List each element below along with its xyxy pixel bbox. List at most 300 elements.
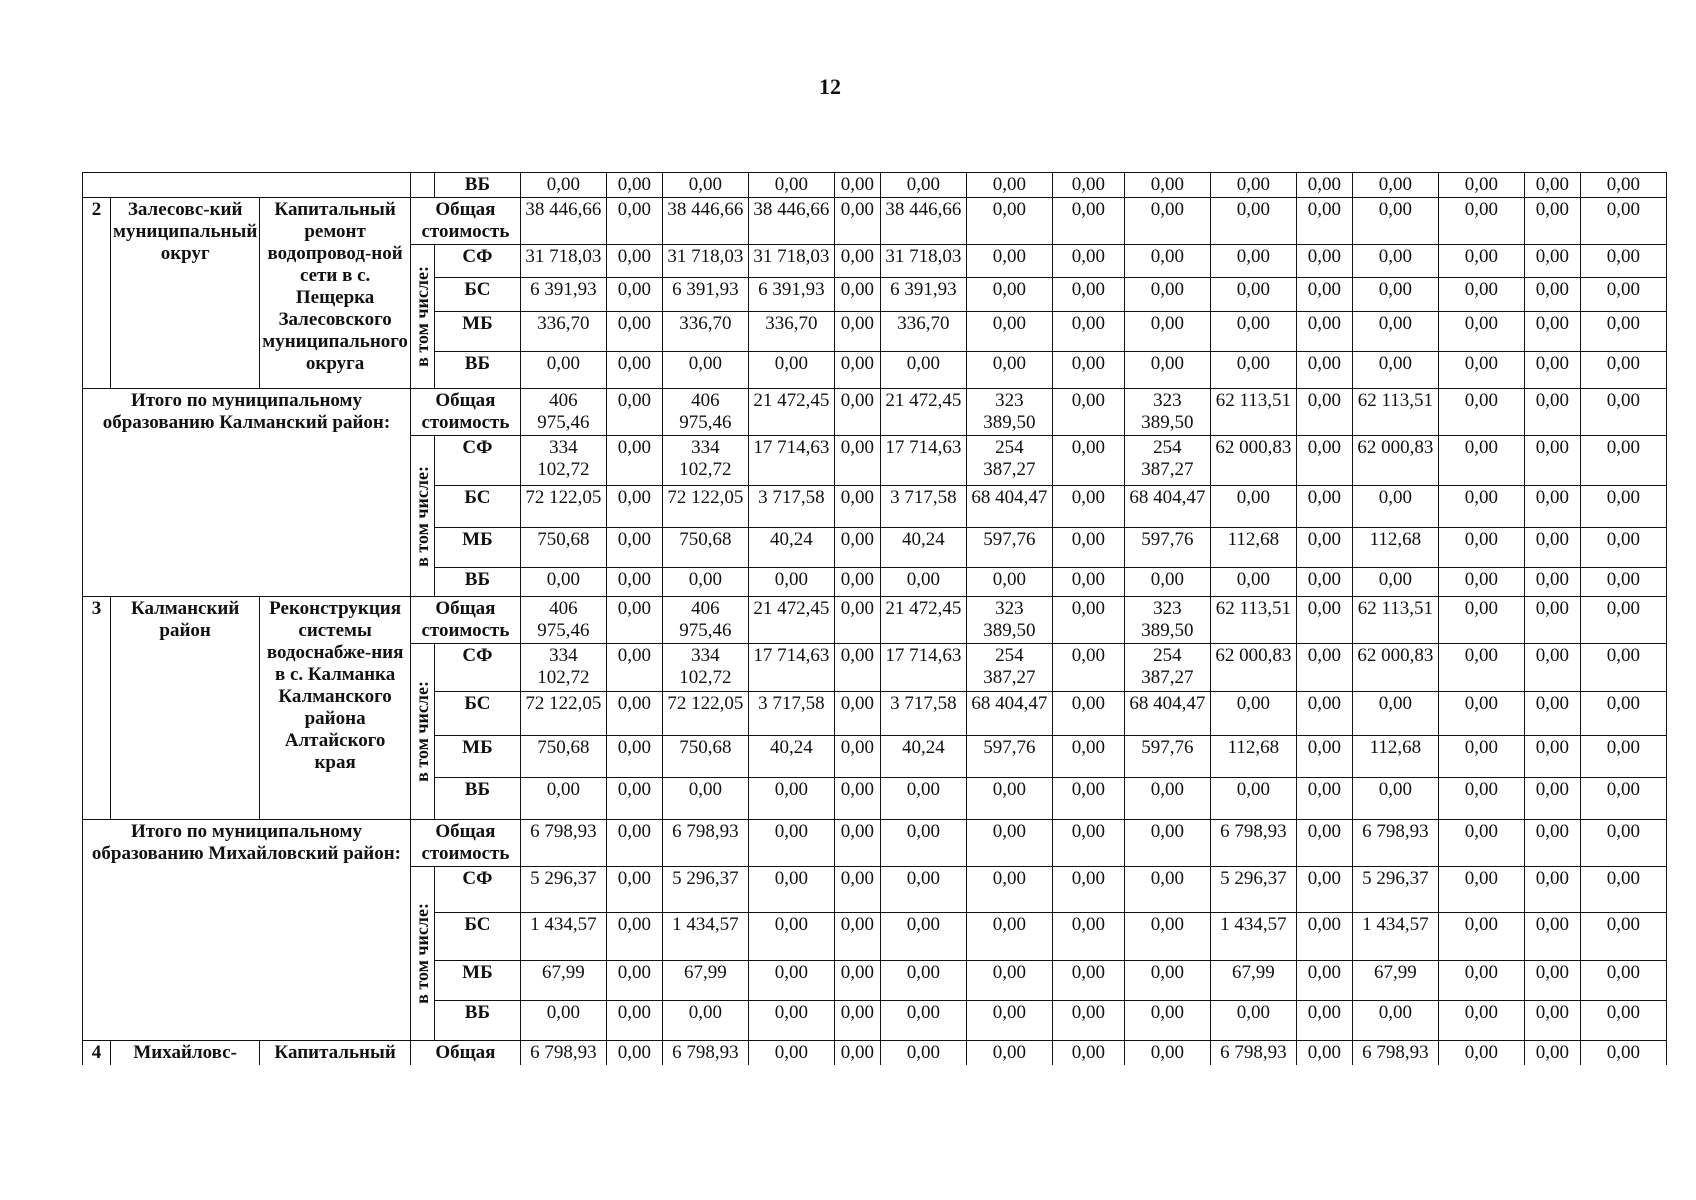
type-label: СФ: [434, 245, 520, 278]
value-cell: 0,00: [1352, 198, 1438, 245]
value-cell: 67,99: [662, 961, 748, 1001]
value-cell: 0,00: [1296, 820, 1352, 867]
value-cell: 0,00: [1352, 486, 1438, 528]
value-cell: 0,00: [1524, 173, 1580, 198]
value-cell: 0,00: [834, 312, 880, 352]
value-cell: 0,00: [1296, 961, 1352, 1001]
value-cell: 0,00: [606, 486, 662, 528]
type-label: БС: [434, 278, 520, 312]
value-cell: 0,00: [880, 867, 966, 913]
value-cell: 336,70: [662, 312, 748, 352]
value-cell: 0,00: [1438, 486, 1524, 528]
blank-cell: [83, 173, 411, 198]
municipality-name: Калманский район: [111, 597, 260, 820]
value-cell: 597,76: [966, 528, 1052, 568]
value-cell: 6 798,93: [662, 820, 748, 867]
value-cell: 0,00: [834, 1041, 880, 1066]
value-cell: 0,00: [1052, 644, 1124, 692]
type-label: ВБ: [434, 1001, 520, 1041]
table-row: [83, 1041, 1667, 1066]
value-cell: 0,00: [1052, 692, 1124, 736]
value-cell: 0,00: [1524, 1001, 1580, 1041]
value-cell: 72 122,05: [662, 486, 748, 528]
value-cell: 62 113,51: [1210, 389, 1296, 436]
value-cell: 0,00: [1296, 389, 1352, 436]
value-cell: 0,00: [1524, 198, 1580, 245]
value-cell: 0,00: [1052, 352, 1124, 389]
value-cell: 31 718,03: [520, 245, 606, 278]
value-cell: 254 387,27: [966, 436, 1052, 486]
value-cell: 0,00: [1524, 867, 1580, 913]
value-cell: 0,00: [1438, 961, 1524, 1001]
value-cell: 0,00: [1296, 913, 1352, 961]
value-cell: 0,00: [1580, 245, 1666, 278]
value-cell: 0,00: [1052, 778, 1124, 820]
table-row: [83, 173, 1667, 198]
value-cell: 0,00: [1124, 867, 1210, 913]
value-cell: 112,68: [1210, 736, 1296, 778]
value-cell: 0,00: [1524, 913, 1580, 961]
value-cell: 112,68: [1352, 736, 1438, 778]
value-cell: 0,00: [834, 644, 880, 692]
value-cell: 0,00: [520, 568, 606, 597]
value-cell: 0,00: [880, 913, 966, 961]
value-cell: 0,00: [1124, 352, 1210, 389]
page-number: 12: [819, 74, 841, 99]
value-cell: 0,00: [1438, 245, 1524, 278]
row-number: 4: [83, 1041, 111, 1066]
value-cell: 0,00: [1210, 278, 1296, 312]
value-cell: 0,00: [520, 352, 606, 389]
financing-table: [82, 172, 1667, 1065]
subtotal-label: Итого по муниципальному образованию Калманский район:: [83, 389, 411, 597]
value-cell: 6 798,93: [1352, 1041, 1438, 1066]
value-cell: 0,00: [606, 1041, 662, 1066]
value-cell: 0,00: [748, 961, 834, 1001]
value-cell: 0,00: [834, 913, 880, 961]
value-cell: 17 714,63: [748, 644, 834, 692]
value-cell: 38 446,66: [880, 198, 966, 245]
value-cell: 334 102,72: [520, 436, 606, 486]
value-cell: 0,00: [1524, 278, 1580, 312]
value-cell: 0,00: [1580, 528, 1666, 568]
value-cell: 0,00: [1052, 245, 1124, 278]
value-cell: 21 472,45: [748, 389, 834, 436]
value-cell: 1 434,57: [520, 913, 606, 961]
value-cell: 1 434,57: [1210, 913, 1296, 961]
value-cell: 0,00: [1296, 736, 1352, 778]
value-cell: 0,00: [1438, 692, 1524, 736]
value-cell: 0,00: [1296, 692, 1352, 736]
value-cell: 0,00: [1124, 198, 1210, 245]
value-cell: 406 975,46: [662, 389, 748, 436]
value-cell: 0,00: [834, 198, 880, 245]
type-label: МБ: [434, 528, 520, 568]
value-cell: 0,00: [1352, 778, 1438, 820]
value-cell: 6 798,93: [520, 820, 606, 867]
value-cell: 0,00: [1352, 1001, 1438, 1041]
value-cell: 0,00: [1580, 961, 1666, 1001]
value-cell: 0,00: [1438, 278, 1524, 312]
value-cell: 0,00: [966, 568, 1052, 597]
value-cell: 0,00: [1296, 1001, 1352, 1041]
in-tom-chisle-text: в том числе:: [412, 266, 433, 367]
value-cell: 0,00: [606, 568, 662, 597]
value-cell: 0,00: [1524, 961, 1580, 1001]
value-cell: 0,00: [1296, 278, 1352, 312]
value-cell: 597,76: [1124, 736, 1210, 778]
value-cell: 0,00: [1052, 913, 1124, 961]
value-cell: 0,00: [1052, 312, 1124, 352]
in-tom-chisle-label: [410, 644, 434, 820]
type-label: СФ: [434, 867, 520, 913]
value-cell: 0,00: [880, 961, 966, 1001]
value-cell: 0,00: [1524, 736, 1580, 778]
value-cell: 0,00: [606, 1001, 662, 1041]
value-cell: 6 391,93: [520, 278, 606, 312]
value-cell: 0,00: [880, 820, 966, 867]
value-cell: 0,00: [1124, 312, 1210, 352]
value-cell: 1 434,57: [662, 913, 748, 961]
value-cell: 0,00: [1210, 312, 1296, 352]
value-cell: 0,00: [1296, 778, 1352, 820]
value-cell: 0,00: [1524, 778, 1580, 820]
value-cell: 0,00: [1524, 312, 1580, 352]
value-cell: 0,00: [1296, 198, 1352, 245]
value-cell: 0,00: [834, 436, 880, 486]
value-cell: 0,00: [1438, 913, 1524, 961]
value-cell: 5 296,37: [1352, 867, 1438, 913]
value-cell: 31 718,03: [662, 245, 748, 278]
type-label: МБ: [434, 736, 520, 778]
type-label: БС: [434, 692, 520, 736]
type-label: МБ: [434, 312, 520, 352]
value-cell: 0,00: [966, 1001, 1052, 1041]
value-cell: 0,00: [1524, 245, 1580, 278]
value-cell: 0,00: [880, 778, 966, 820]
type-label: ВБ: [434, 778, 520, 820]
value-cell: 0,00: [606, 528, 662, 568]
value-cell: 323 389,50: [1124, 597, 1210, 644]
value-cell: 0,00: [1438, 312, 1524, 352]
value-cell: 21 472,45: [880, 389, 966, 436]
value-cell: 0,00: [1052, 1041, 1124, 1066]
value-cell: 0,00: [1438, 436, 1524, 486]
value-cell: 0,00: [1580, 389, 1666, 436]
value-cell: 0,00: [1124, 245, 1210, 278]
type-label: МБ: [434, 961, 520, 1001]
value-cell: 750,68: [662, 528, 748, 568]
value-cell: 6 391,93: [748, 278, 834, 312]
value-cell: 0,00: [1296, 644, 1352, 692]
value-cell: 0,00: [1352, 692, 1438, 736]
value-cell: 0,00: [1580, 436, 1666, 486]
value-cell: 0,00: [1438, 389, 1524, 436]
value-cell: 0,00: [1296, 1041, 1352, 1066]
value-cell: 68 404,47: [966, 692, 1052, 736]
value-cell: 0,00: [1296, 173, 1352, 198]
value-cell: 0,00: [834, 1001, 880, 1041]
value-cell: 62 113,51: [1210, 597, 1296, 644]
value-cell: 62 000,83: [1352, 436, 1438, 486]
value-cell: 0,00: [1296, 486, 1352, 528]
value-cell: 0,00: [748, 352, 834, 389]
type-label: ВБ: [434, 173, 520, 198]
value-cell: 750,68: [520, 528, 606, 568]
value-cell: 0,00: [834, 352, 880, 389]
value-cell: 0,00: [606, 961, 662, 1001]
value-cell: 0,00: [1124, 173, 1210, 198]
value-cell: 0,00: [1296, 245, 1352, 278]
value-cell: 0,00: [1210, 198, 1296, 245]
value-cell: 0,00: [1524, 436, 1580, 486]
value-cell: 6 798,93: [1352, 820, 1438, 867]
type-label: СФ: [434, 644, 520, 692]
value-cell: 0,00: [1580, 1041, 1666, 1066]
value-cell: 323 389,50: [1124, 389, 1210, 436]
value-cell: 0,00: [834, 245, 880, 278]
value-cell: 0,00: [1438, 736, 1524, 778]
value-cell: 0,00: [966, 312, 1052, 352]
value-cell: 3 717,58: [880, 486, 966, 528]
value-cell: 0,00: [1580, 597, 1666, 644]
value-cell: 254 387,27: [1124, 436, 1210, 486]
value-cell: 0,00: [748, 867, 834, 913]
value-cell: 0,00: [1052, 528, 1124, 568]
value-cell: 0,00: [834, 173, 880, 198]
in-tom-chisle-label: [410, 867, 434, 1041]
value-cell: 17 714,63: [880, 644, 966, 692]
value-cell: 0,00: [1124, 820, 1210, 867]
value-cell: 6 798,93: [662, 1041, 748, 1066]
value-cell: 0,00: [834, 736, 880, 778]
value-cell: 0,00: [1580, 312, 1666, 352]
value-cell: 0,00: [1438, 352, 1524, 389]
value-cell: 0,00: [1524, 352, 1580, 389]
value-cell: 0,00: [1052, 597, 1124, 644]
row-number: 2: [83, 198, 111, 389]
value-cell: 0,00: [1580, 173, 1666, 198]
value-cell: 0,00: [1052, 278, 1124, 312]
type-label: ВБ: [434, 568, 520, 597]
value-cell: 597,76: [966, 736, 1052, 778]
value-cell: 0,00: [1296, 568, 1352, 597]
value-cell: 40,24: [748, 736, 834, 778]
value-cell: 0,00: [1438, 173, 1524, 198]
value-cell: 3 717,58: [748, 692, 834, 736]
value-cell: 0,00: [1124, 568, 1210, 597]
value-cell: 0,00: [1524, 486, 1580, 528]
value-cell: 0,00: [966, 820, 1052, 867]
table-row: [83, 820, 1667, 867]
value-cell: 0,00: [834, 961, 880, 1001]
value-cell: 21 472,45: [748, 597, 834, 644]
subtotal-label: Итого по муниципальному образованию Михайловский район:: [83, 820, 411, 1041]
value-cell: 112,68: [1352, 528, 1438, 568]
value-cell: 0,00: [834, 568, 880, 597]
value-cell: 0,00: [834, 778, 880, 820]
in-tom-chisle-text: в том числе:: [412, 681, 433, 782]
type-label: ВБ: [434, 352, 520, 389]
value-cell: 0,00: [748, 778, 834, 820]
value-cell: 0,00: [966, 961, 1052, 1001]
value-cell: 0,00: [1438, 1001, 1524, 1041]
value-cell: 40,24: [748, 528, 834, 568]
value-cell: 0,00: [966, 778, 1052, 820]
value-cell: 0,00: [748, 913, 834, 961]
value-cell: 0,00: [1052, 389, 1124, 436]
value-cell: 0,00: [880, 1001, 966, 1041]
value-cell: 0,00: [1580, 568, 1666, 597]
value-cell: 5 296,37: [1210, 867, 1296, 913]
value-cell: 406 975,46: [520, 597, 606, 644]
value-cell: 68 404,47: [966, 486, 1052, 528]
value-cell: 0,00: [1296, 436, 1352, 486]
value-cell: 336,70: [748, 312, 834, 352]
value-cell: 0,00: [966, 278, 1052, 312]
value-cell: 0,00: [834, 389, 880, 436]
value-cell: 336,70: [880, 312, 966, 352]
value-cell: 0,00: [834, 278, 880, 312]
value-cell: 0,00: [966, 245, 1052, 278]
value-cell: 0,00: [1438, 778, 1524, 820]
value-cell: 0,00: [662, 778, 748, 820]
value-cell: 0,00: [662, 568, 748, 597]
value-cell: 0,00: [606, 692, 662, 736]
value-cell: 0,00: [1352, 312, 1438, 352]
value-cell: 0,00: [606, 436, 662, 486]
value-cell: 0,00: [606, 389, 662, 436]
value-cell: 750,68: [520, 736, 606, 778]
value-cell: 5 296,37: [662, 867, 748, 913]
value-cell: 0,00: [1580, 778, 1666, 820]
value-cell: 6 391,93: [662, 278, 748, 312]
value-cell: 0,00: [1438, 597, 1524, 644]
value-cell: 31 718,03: [748, 245, 834, 278]
value-cell: 0,00: [1438, 568, 1524, 597]
value-cell: 0,00: [1052, 568, 1124, 597]
value-cell: 0,00: [1524, 820, 1580, 867]
value-cell: 0,00: [1438, 820, 1524, 867]
value-cell: 62 113,51: [1352, 597, 1438, 644]
value-cell: 0,00: [1524, 1041, 1580, 1066]
value-cell: 0,00: [880, 568, 966, 597]
value-cell: 406 975,46: [662, 597, 748, 644]
value-cell: 0,00: [1052, 867, 1124, 913]
value-cell: 0,00: [880, 1041, 966, 1066]
value-cell: 0,00: [966, 1041, 1052, 1066]
value-cell: 0,00: [1438, 198, 1524, 245]
value-cell: 6 798,93: [1210, 820, 1296, 867]
value-cell: 0,00: [606, 173, 662, 198]
value-cell: 0,00: [1580, 692, 1666, 736]
value-cell: 0,00: [966, 913, 1052, 961]
value-cell: 0,00: [606, 245, 662, 278]
value-cell: 0,00: [1124, 278, 1210, 312]
value-cell: 21 472,45: [880, 597, 966, 644]
value-cell: 0,00: [606, 736, 662, 778]
value-cell: 0,00: [1210, 1001, 1296, 1041]
value-cell: 0,00: [1296, 597, 1352, 644]
value-cell: 334 102,72: [662, 644, 748, 692]
value-cell: 6 391,93: [880, 278, 966, 312]
value-cell: 0,00: [834, 820, 880, 867]
value-cell: 0,00: [1580, 644, 1666, 692]
value-cell: 0,00: [880, 352, 966, 389]
value-cell: 38 446,66: [520, 198, 606, 245]
value-cell: 0,00: [1580, 352, 1666, 389]
value-cell: 0,00: [1524, 528, 1580, 568]
value-cell: 0,00: [1296, 867, 1352, 913]
in-tom-chisle-label: [410, 245, 434, 389]
value-cell: 0,00: [1524, 568, 1580, 597]
value-cell: 3 717,58: [748, 486, 834, 528]
value-cell: 0,00: [966, 867, 1052, 913]
value-cell: 68 404,47: [1124, 486, 1210, 528]
type-label: Общая стоимость: [410, 597, 520, 644]
value-cell: 67,99: [1210, 961, 1296, 1001]
value-cell: 0,00: [1580, 913, 1666, 961]
value-cell: 6 798,93: [1210, 1041, 1296, 1066]
value-cell: 0,00: [606, 867, 662, 913]
value-cell: 0,00: [520, 1001, 606, 1041]
value-cell: 0,00: [1580, 198, 1666, 245]
value-cell: 112,68: [1210, 528, 1296, 568]
value-cell: 0,00: [606, 913, 662, 961]
type-label: БС: [434, 486, 520, 528]
value-cell: 17 714,63: [880, 436, 966, 486]
value-cell: 0,00: [606, 778, 662, 820]
value-cell: 0,00: [1052, 173, 1124, 198]
value-cell: 0,00: [1210, 568, 1296, 597]
value-cell: 0,00: [834, 486, 880, 528]
value-cell: 0,00: [1124, 778, 1210, 820]
table-row: [83, 389, 1667, 436]
value-cell: 0,00: [748, 568, 834, 597]
value-cell: 72 122,05: [662, 692, 748, 736]
value-cell: 336,70: [520, 312, 606, 352]
value-cell: 40,24: [880, 736, 966, 778]
value-cell: 0,00: [606, 597, 662, 644]
value-cell: 0,00: [1296, 528, 1352, 568]
value-cell: 0,00: [1124, 913, 1210, 961]
value-cell: 0,00: [1524, 597, 1580, 644]
value-cell: 0,00: [1580, 1001, 1666, 1041]
value-cell: 0,00: [1052, 198, 1124, 245]
row-number: 3: [83, 597, 111, 820]
value-cell: 0,00: [1052, 1001, 1124, 1041]
table-row: [83, 597, 1667, 644]
value-cell: 0,00: [1296, 312, 1352, 352]
value-cell: 0,00: [1124, 1041, 1210, 1066]
municipality-name: Залесовс-кий муниципальный округ: [111, 198, 260, 389]
value-cell: 0,00: [606, 644, 662, 692]
value-cell: 0,00: [1438, 1041, 1524, 1066]
value-cell: 0,00: [1580, 736, 1666, 778]
value-cell: 0,00: [662, 173, 748, 198]
type-label: Общая стоимость: [410, 198, 520, 245]
type-label: БС: [434, 913, 520, 961]
value-cell: 62 000,83: [1210, 436, 1296, 486]
value-cell: 0,00: [1352, 245, 1438, 278]
value-cell: 597,76: [1124, 528, 1210, 568]
value-cell: 0,00: [1052, 961, 1124, 1001]
value-cell: 0,00: [1580, 486, 1666, 528]
object-name: Капитальный: [260, 1041, 411, 1066]
value-cell: 0,00: [662, 1001, 748, 1041]
value-cell: 0,00: [748, 1001, 834, 1041]
value-cell: 0,00: [1210, 173, 1296, 198]
